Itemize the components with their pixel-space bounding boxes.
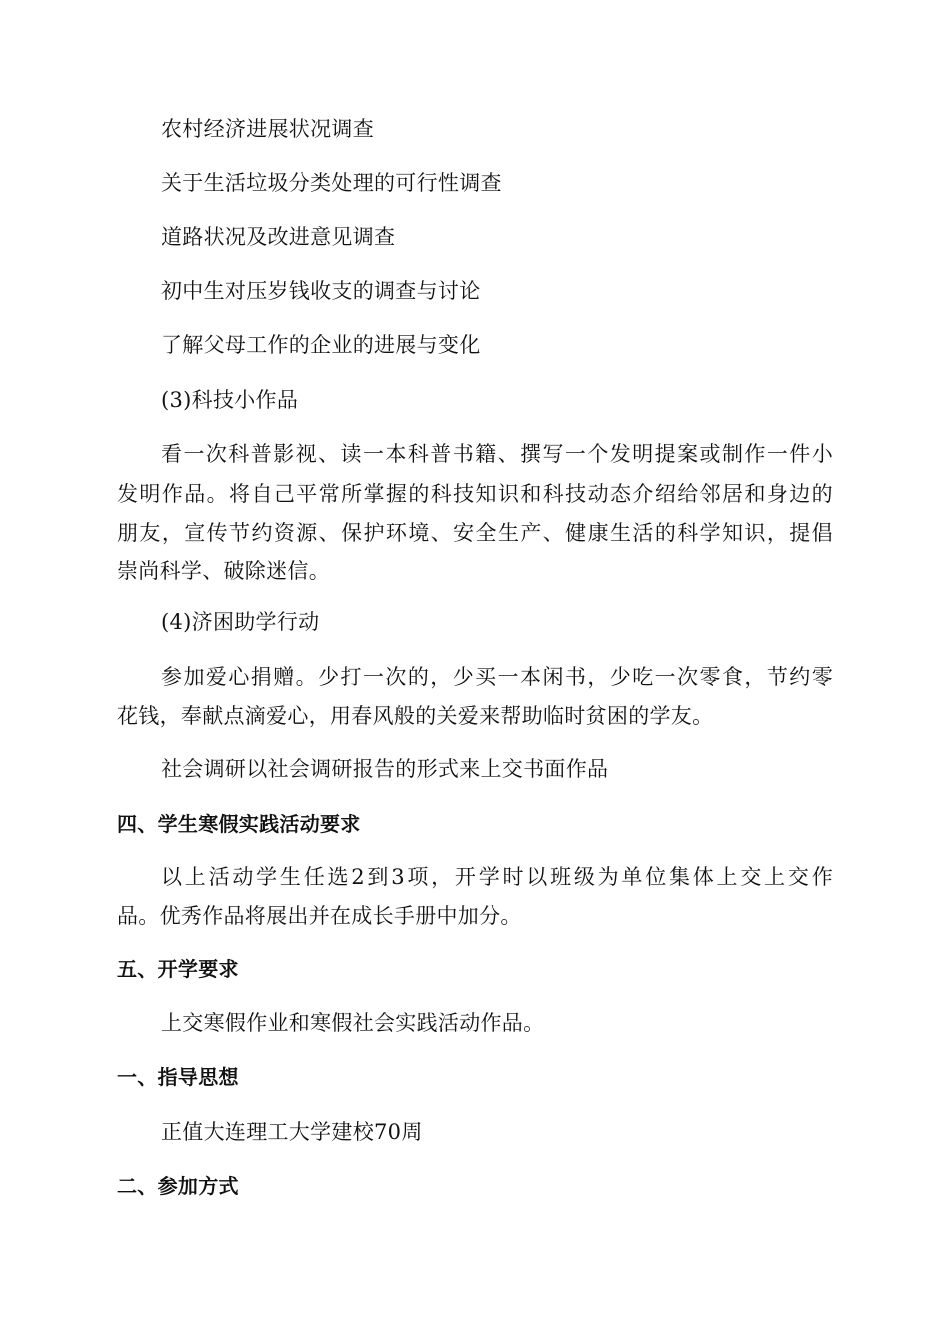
paragraph-line: 朋友，宣传节约资源、保护环境、安全生产、健康生活的科学知识，提倡 [117,521,833,545]
paragraph-line: 崇尚科学、破除迷信。 [117,559,330,583]
paragraph-line: 看一次科普影视、读一本科普书籍、撰写一个发明提案或制作一件小 [161,442,833,466]
paragraph-line: 以上活动学生任选2到3项，开学时以班级为单位集体上交上交作 [161,865,833,889]
section-heading-2: 二、参加方式 [117,1174,239,1198]
section-heading-4: 四、学生寒假实践活动要求 [117,812,361,836]
paragraph-line: 发明作品。将自己平常所掌握的科技知识和科技动态介绍给邻居和身边的 [117,482,833,506]
paragraph-line: 农村经济进展状况调查 [161,117,374,141]
paragraph-line: 关于生活垃圾分类处理的可行性调查 [161,171,502,195]
paragraph-line: 参加爱心捐赠。少打一次的，少买一本闲书，少吃一次零食，节约零 [161,665,833,689]
paragraph-line: 初中生对压岁钱收支的调查与讨论 [161,279,481,303]
section-heading-5: 五、开学要求 [117,957,239,981]
paragraph-line: 上交寒假作业和寒假社会实践活动作品。 [161,1011,545,1035]
paragraph-line: 花钱，奉献点滴爱心，用春风般的关爱来帮助临时贫困的学友。 [117,704,714,728]
paragraph-line: 道路状况及改进意见调查 [161,225,396,249]
subheading-tech: (3)科技小作品 [161,388,299,412]
paragraph-line: 了解父母工作的企业的进展与变化 [161,333,481,357]
paragraph-line: 品。优秀作品将展出并在成长手册中加分。 [117,904,522,928]
paragraph-line: 社会调研以社会调研报告的形式来上交书面作品 [161,757,609,781]
subheading-aid: (4)济困助学行动 [161,610,320,634]
section-heading-1: 一、指导思想 [117,1065,239,1089]
paragraph-line: 正值大连理工大学建校70周 [161,1120,423,1144]
